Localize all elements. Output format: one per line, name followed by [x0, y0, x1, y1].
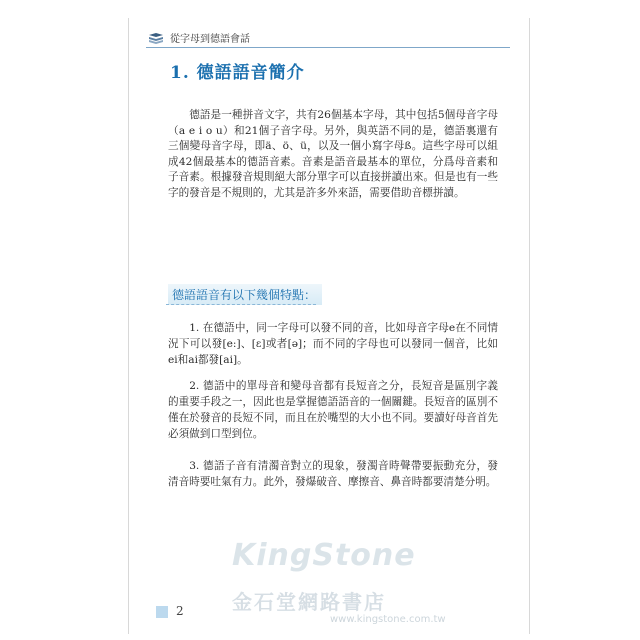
page-number: 2 — [176, 604, 184, 618]
feature-item-1: 1. 在德語中，同一字母可以發不同的音，比如母音字母e在不同情況下可以發[e:]、[ɛ]或者[ə]；而不同的字母也可以發同一個音，比如ei和ai都發[ai]。 — [168, 322, 498, 366]
book-icon — [148, 32, 164, 44]
features-heading: 德語語音有以下幾個特點： — [168, 284, 322, 305]
running-header — [148, 30, 250, 45]
watermark-url: www.kingstone.com.tw — [330, 614, 446, 625]
features-rule — [166, 304, 316, 305]
header-rule — [146, 47, 510, 48]
section-title: 1. 德語語音簡介 — [170, 63, 305, 83]
watermark-chinese: 金石堂網路書店 — [232, 590, 386, 614]
page-marker — [156, 606, 168, 618]
watermark-brand: KingStone — [232, 538, 416, 573]
intro-paragraph: 德語是一種拼音文字，共有26個基本字母，其中包括5個母音字母（a e i o u）和21個子音字母。另外，與英語不同的是，德語裏還有三個變母音字母，即ä、ö、ü，以及一個小寫字母ß。這些字母可以組成42個最基本的德語音素。音素是語音最基本的單位，分爲母音素和子音素。根據發音規則絕大部分單字可以直接拼讀出來。但是也有一些字的發音是不規則的，尤其是許多外來語，需要借助音標拼讀。 — [168, 109, 498, 199]
feature-item-3: 3. 德語子音有清濁音對立的現象，發濁音時聲帶要振動充分，發清音時要吐氣有力。此外，發爆破音、摩擦音、鼻音時都要清楚分明。 — [168, 460, 498, 488]
book-title: 從字母到德語會話 — [170, 34, 250, 45]
feature-item-2: 2. 德語中的單母音和變母音都有長短音之分，長短音是區別字義的重要手段之一，因此也是掌握德語語音的一個關鍵。長短音的區別不僅在於發音的長短不同，而且在於嘴型的大小也不同。要讀好母音首先必須做到口型到位。 — [168, 380, 498, 440]
